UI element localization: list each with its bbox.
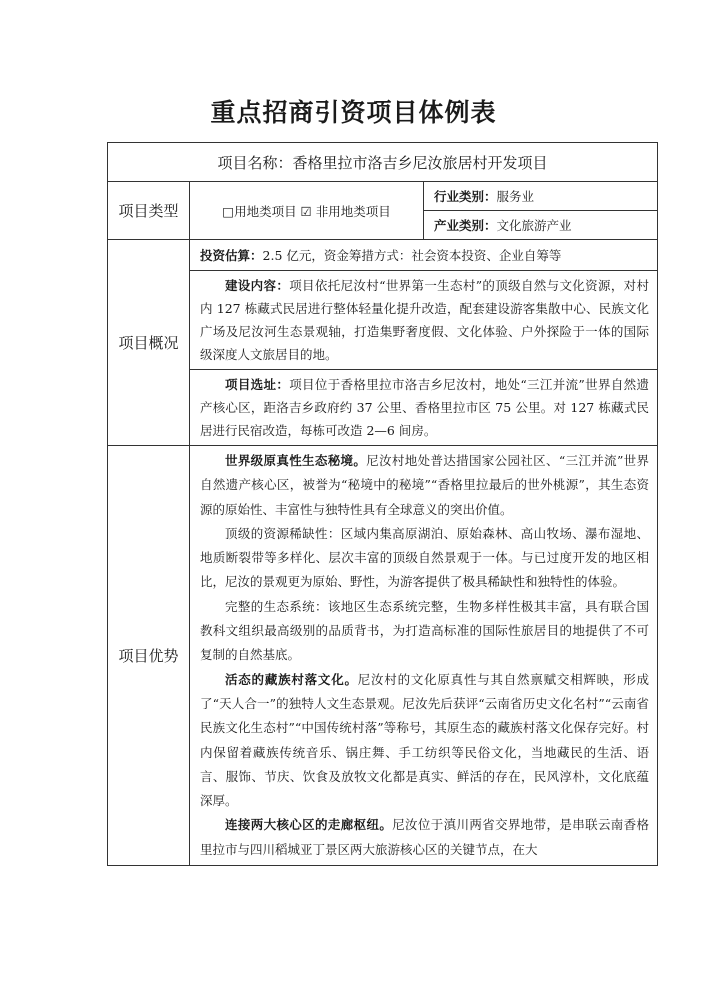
adv5-key: 连接两大核心区的走廊枢纽。	[225, 817, 393, 833]
investment-cell	[190, 240, 658, 271]
project-type-label: 项目类型	[108, 182, 190, 240]
project-name-cell	[108, 143, 658, 182]
project-name: 项目名称：香格里拉市洛吉乡尼汝旅居村开发项目	[217, 153, 548, 172]
sector-value: 文化旅游产业	[496, 218, 572, 233]
adv1-key: 世界级原真性生态秘境。	[225, 453, 367, 468]
page-title: 重点招商引资项目体例表	[210, 98, 497, 127]
sector-key: 产业类别：	[434, 218, 497, 233]
advantage-paragraph-3	[200, 595, 649, 668]
advantage-paragraph-4	[200, 668, 649, 814]
site-value: 项目位于香格里拉市洛吉乡尼汝村，地处“三江并流”世界自然遗产核心区，距洛吉乡政府约 37 公里、香格里拉市区 75 公里。对 127 栋藏式民居进行民宿改造，每栋可改造 2—6 间房。	[200, 377, 650, 438]
adv4-key: 活态的藏族村落文化。	[225, 671, 358, 687]
project-table	[107, 142, 658, 866]
construction-key: 建设内容：	[225, 278, 290, 293]
advantage-cell	[190, 446, 658, 866]
construction-cell	[190, 271, 658, 370]
investment-value: 2.5 亿元，资金筹措方式：社会资本投资、企业自筹等	[262, 248, 562, 263]
sector-category	[424, 211, 658, 240]
investment-key: 投资估算：	[200, 248, 263, 263]
site-cell	[190, 370, 658, 446]
advantage-paragraph-2	[200, 522, 649, 595]
industry-value: 服务业	[496, 189, 535, 204]
adv1-value: 尼汝村地处普达措国家公园社区、“三江并流”世界自然遗产核心区，被誉为“秘境中的秘境”“香格里拉最后的世外桃源”，其生态资源的原始性、丰富性与独特性具有全球意义的突出价值。	[200, 453, 650, 517]
industry-key: 行业类别：	[434, 189, 497, 204]
construction-value: 项目依托尼汝村“世界第一生态村”的顶级自然与文化资源，对村内 127 栋藏式民居进行整体轻量化提升改造，配套建设游客集散中心、民族文化广场及尼汝河生态景观轴，打造集野奢度假、文化体验、户外探险于一体的国际级深度人文旅居目的地。	[200, 278, 650, 362]
advantage-paragraph-5	[200, 813, 649, 862]
advantage-paragraph-1	[200, 449, 649, 522]
advantage-label: 项目优势	[108, 446, 190, 866]
adv5-value: 尼汝位于滇川两省交界地带，是串联云南香格里拉市与四川稻城亚丁景区两大旅游核心区的关键节点，在大	[200, 817, 650, 857]
adv3-value: 完整的生态系统：该地区生态系统完整，生物多样性极其丰富，具有联合国教科文组织最高级别的品质背书，为打造高标准的国际性旅居目的地提供了不可复制的自然基底。	[200, 598, 650, 663]
industry-category	[424, 182, 658, 211]
adv4-value: 尼汝村的文化原真性与其自然禀赋交相辉映，形成了“天人合一”的独特人文生态景观。尼汝先后获评“云南省历史文化名村”“云南省民族文化生态村”“中国传统村落”等称号，其原生态的藏族村落文化保存完好。村内保留着藏族传统音乐、锅庄舞、手工纺织等民俗文化，当地藏民的生活、语言、服饰、节庆、饮食及放牧文化都是真实、鲜活的存在，民风淳朴，文化底蕴深厚。	[200, 671, 650, 809]
site-key: 项目选址：	[225, 377, 290, 392]
land-type-options: □用地类项目 ☑ 非用地类项目	[190, 182, 424, 240]
adv2-value: 顶级的资源稀缺性：区域内集高原湖泊、原始森林、高山牧场、瀑布湿地、地质断裂带等多样化、层次丰富的顶级自然景观于一体。与已过度开发的地区相比，尼汝的景观更为原始、野性，为游客提供了极具稀缺性和独特性的体验。	[200, 525, 650, 590]
overview-label: 项目概况	[108, 240, 190, 446]
